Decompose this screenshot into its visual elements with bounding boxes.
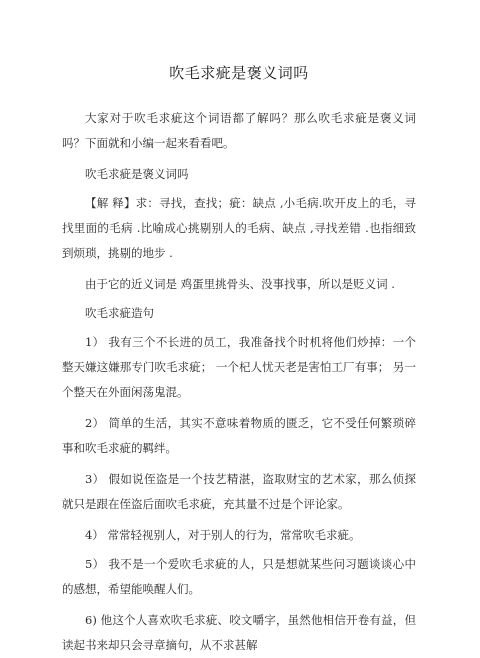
document-title: 吹毛求疵是褒义词吗 [169, 64, 309, 82]
conclusion-paragraph: 由于它的近义词是 鸡蛋里挑骨头、没事找事，所以是贬义词 . [85, 277, 395, 291]
intro-paragraph: 大家对于吹毛求疵这个词语都了解吗？那么吹毛求疵是褒义词吗？下面就和小编一起来看看吧。 [62, 111, 416, 150]
example-sentence-3: 3） 假如说侄盗是一个技艺精湛，盗取财宝的艺术家，那么侦探就只是跟在侄盗后面吹毛求疵，充其量不过是个评论家。 [62, 472, 416, 511]
example-sentence-5: 5） 我不是一个爱吹毛求疵的人，只是想就某些问习题谈谈心中的感想，希望能唤醒人们。 [62, 557, 416, 596]
example-sentence-6: 6) 他这个人喜欢吹毛求疵、咬文嚼字，虽然他相信开卷有益，但读起书来却只会寻章摘句，从不求甚解 [62, 613, 416, 652]
example-sentence-1: 1） 我有三个不长进的员工，我准备找个时机将他们炒掉：一个整天嫌这嫌那专门吹毛求疵； 一个杞人忧天老是害怕工厂有事； 另一个整天在外面闲荡鬼混。 [62, 335, 416, 399]
example-sentence-2: 2） 简单的生活，其实不意味着物质的匮乏，它不受任何繁琐碎事和吹毛求疵的羁绊。 [62, 416, 416, 455]
example-sentence-4: 4） 常常轻视别人，对于别人的行为，常常吹毛求疵。 [85, 528, 361, 542]
definition-paragraph: 【解 释】求：寻找，查找；疵：缺点 ,小毛病.吹开皮上的毛，寻找里面的毛病 .比喻成心挑剔别人的毛病、缺点 ,寻找差错 .也指细致到烦琐，挑剔的地步 . [62, 196, 416, 260]
section-heading-examples: 吹毛求疵造句 [85, 306, 154, 320]
section-heading-question: 吹毛求疵是褒义词吗 [85, 167, 189, 181]
